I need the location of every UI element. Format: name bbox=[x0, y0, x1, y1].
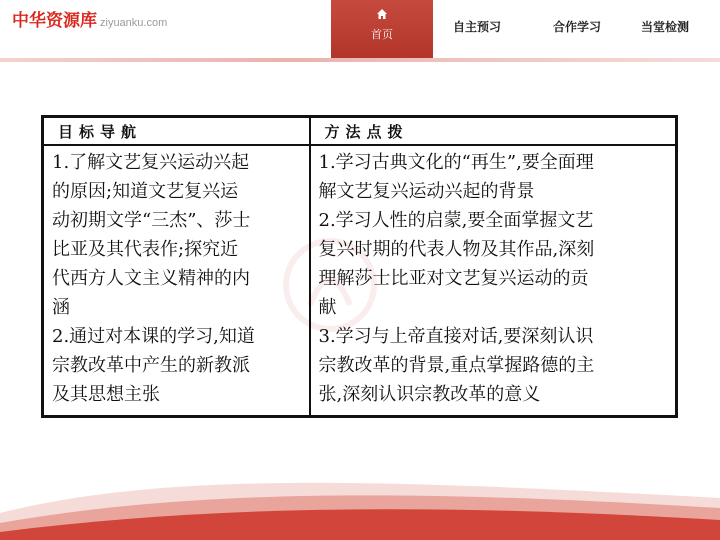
nav-home-button[interactable] bbox=[331, 0, 433, 60]
methods-cell bbox=[310, 145, 677, 417]
logo-domain-text: ziyuanku.com bbox=[100, 17, 168, 29]
column-header-methods: 方法点拨 bbox=[310, 117, 677, 146]
nav-home-label: 首页 bbox=[371, 28, 393, 41]
nav-in-class-test[interactable]: 当堂检测 bbox=[641, 20, 690, 34]
nav-self-preview[interactable]: 自主预习 bbox=[453, 20, 502, 34]
logo-chinese-text: 中华资源库 bbox=[12, 11, 97, 31]
table-body-row bbox=[43, 145, 677, 417]
table-header-row bbox=[43, 117, 677, 146]
top-bar bbox=[0, 0, 720, 62]
column-header-goals: 目标导航 bbox=[43, 117, 310, 146]
bottom-wave-decoration bbox=[0, 468, 720, 540]
learning-guide-table bbox=[41, 115, 678, 418]
site-logo[interactable] bbox=[12, 6, 167, 30]
goals-cell bbox=[43, 145, 310, 417]
goals-text: 1.了解文艺复兴运动兴起 的原因;知道文艺复兴运 动初期文学“三杰”、莎士 比亚及其代表作;探究近 代西方人文主义精神的内 涵 2.通过对本课的学习,知道 宗教改革中产生的新教派 及其思想主张 bbox=[52, 152, 255, 405]
home-icon bbox=[376, 8, 388, 20]
methods-text: 1.学习古典文化的“再生”,要全面理 解文艺复兴运动兴起的背景 2.学习人性的启蒙,要全面掌握文艺 复兴时期的代表人物及其作品,深刻 理解莎士比亚对文艺复兴运动的贡 献 3.学习与上帝直接对话,要深刻认识 宗教改革的背景,重点掌握路德的主 张,深刻认识宗教改革的意义 bbox=[318, 152, 595, 405]
header-divider bbox=[0, 58, 720, 62]
nav-cooperative-learning[interactable]: 合作学习 bbox=[553, 20, 602, 34]
